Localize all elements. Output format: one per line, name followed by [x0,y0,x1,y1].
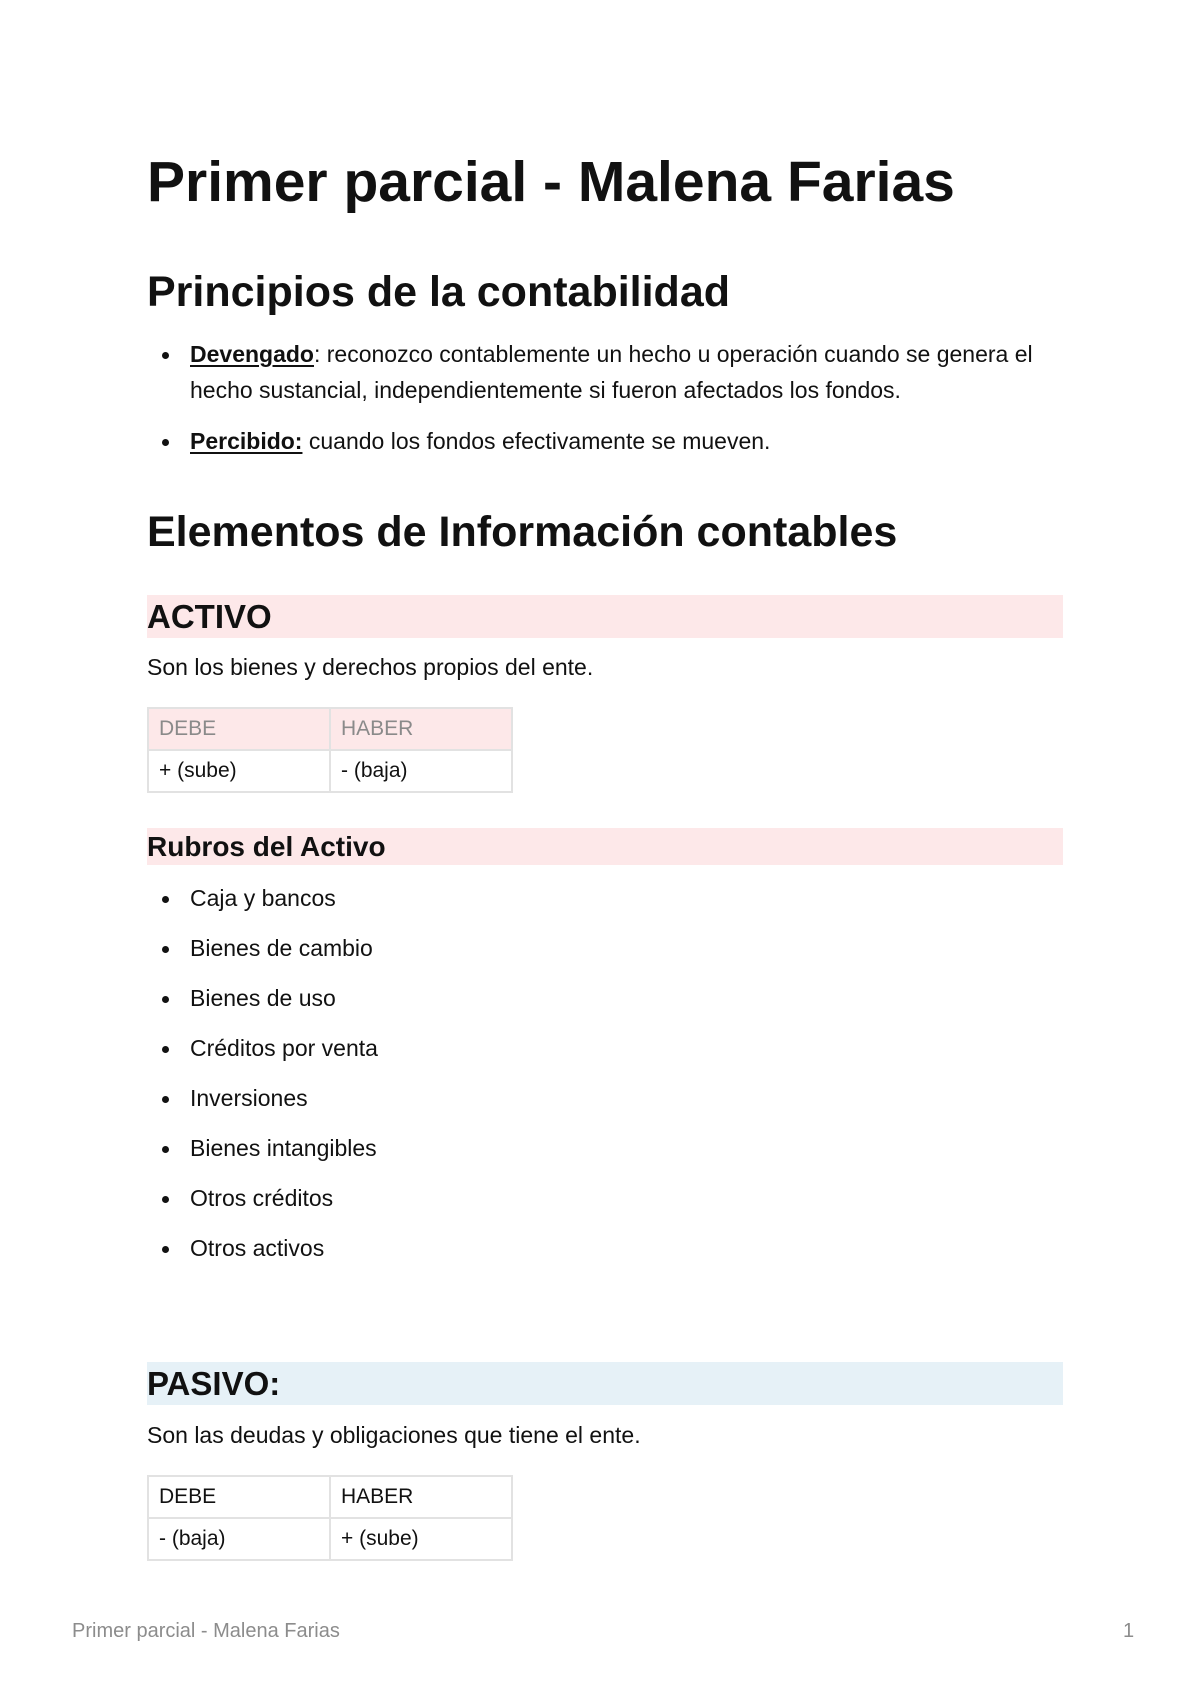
footer-title: Primer parcial - Malena Farias [72,1620,340,1642]
pasivo-description: Son las deudas y obligaciones que tiene el ente. [147,1422,641,1448]
section-heading-elementos: Elementos de Información contables [147,508,898,556]
activo-table [147,707,513,793]
list-item: Otros activos [147,1230,1063,1266]
table-header-row [148,708,512,750]
table-header-haber: HABER [330,708,512,750]
list-item: Caja y bancos [147,880,1063,916]
section-heading-principios: Principios de la contabilidad [147,268,730,316]
table-row [148,750,512,792]
rubros-list [147,880,1063,1280]
term-percibido: Percibido: [190,428,303,454]
table-cell-haber: + (sube) [330,1518,512,1560]
list-item: Bienes de cambio [147,930,1063,966]
list-item: Inversiones [147,1080,1063,1116]
table-row [148,1518,512,1560]
pasivo-heading: PASIVO: [147,1365,281,1402]
list-item: Bienes de uso [147,980,1063,1016]
rubros-heading-band [147,828,1063,865]
principios-list [147,336,1063,474]
definition-devengado: : reconozco contablemente un hecho u operación cuando se genera el hecho sustancial, independientemente si fueron afectados los fondos. [190,341,1033,403]
definition-percibido: cuando los fondos efectivamente se mueven. [302,428,771,454]
footer-page-number: 1 [1123,1620,1135,1642]
term-devengado: Devengado [190,341,314,367]
table-header-debe: DEBE [148,1476,330,1518]
list-item: Bienes intangibles [147,1130,1063,1166]
table-header-debe: DEBE [148,708,330,750]
table-cell-debe: + (sube) [148,750,330,792]
table-cell-debe: - (baja) [148,1518,330,1560]
page-title: Primer parcial - Malena Farias [147,150,955,214]
list-item: Otros créditos [147,1180,1063,1216]
pasivo-heading-band [147,1362,1063,1405]
activo-heading-band [147,595,1063,638]
pasivo-table [147,1475,513,1561]
table-cell-haber: - (baja) [330,750,512,792]
table-header-haber: HABER [330,1476,512,1518]
activo-heading: ACTIVO [147,598,272,635]
rubros-heading: Rubros del Activo [147,831,386,862]
list-item: Créditos por venta [147,1030,1063,1066]
table-header-row [148,1476,512,1518]
list-item [147,423,1063,459]
list-item [147,336,1063,408]
activo-description: Son los bienes y derechos propios del ente. [147,654,594,680]
